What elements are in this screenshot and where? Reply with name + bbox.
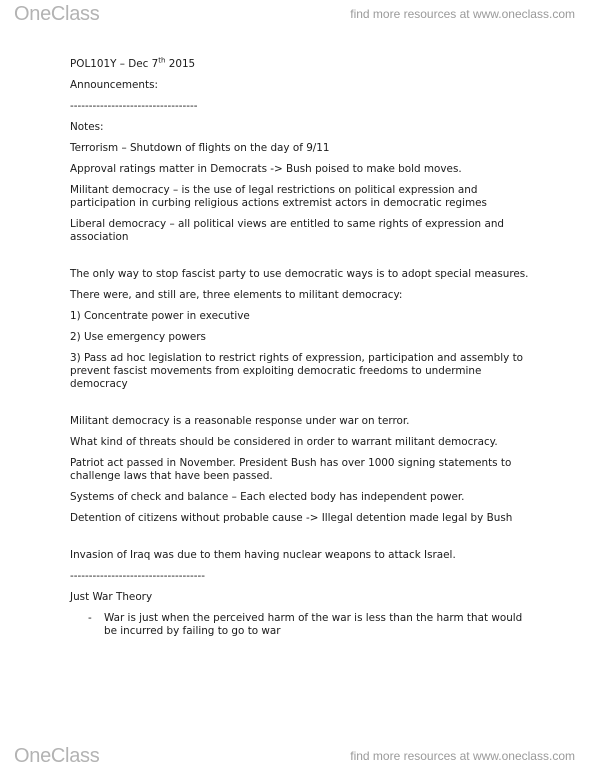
announcements-heading: Announcements: (70, 79, 159, 91)
notes-heading: Notes: (70, 121, 104, 133)
bullet-dash: - (88, 612, 92, 624)
title-superscript: th (158, 56, 166, 65)
logo-text-one: One (14, 745, 51, 767)
note-line: Detention of citizens without probable cause -> Illegal detention made legal by Bush (70, 512, 513, 524)
title-year: 2015 (165, 58, 196, 70)
document-body (70, 58, 530, 638)
list-item: 1) Concentrate power in executive (70, 310, 250, 322)
bullet-text: War is just when the perceived harm of the war is less than the harm that would be incurred by failing to go to war (104, 612, 523, 637)
note-line: Liberal democracy – all political views are entitled to same rights of expression and association (70, 218, 504, 243)
oneclass-logo-footer[interactable] (14, 745, 99, 768)
bullet-item (88, 612, 530, 638)
note-line: Patriot act passed in November. President Bush has over 1000 signing statements to challenge laws that have been passed. (70, 457, 512, 482)
note-line: Militant democracy – is the use of legal restrictions on political expression and participation in curbing religious actions extremist actors in democratic regimes (70, 184, 487, 209)
note-line: What kind of threats should be considered in order to warrant militant democracy. (70, 436, 498, 448)
doc-title (70, 58, 530, 71)
list-item: 3) Pass ad hoc legislation to restrict rights of expression, participation and assembly to prevent fascist movements from exploiting democratic freedoms to undermine democracy (70, 352, 524, 390)
page-footer (0, 742, 595, 770)
logo-text-class: Class (50, 3, 100, 25)
list-item: 2) Use emergency powers (70, 331, 206, 343)
divider-1: ---------------------------------- (70, 100, 198, 112)
logo-text-class: Class (50, 745, 100, 767)
divider-2: ------------------------------------ (70, 570, 205, 582)
note-line: Militant democracy is a reasonable response under war on terror. (70, 415, 410, 427)
note-line: The only way to stop fascist party to use democratic ways is to adopt special measures. (70, 268, 529, 280)
note-line: Terrorism – Shutdown of flights on the day of 9/11 (70, 142, 330, 154)
oneclass-logo[interactable] (14, 3, 99, 26)
header-resources-link[interactable]: find more resources at www.oneclass.com (350, 7, 575, 21)
page-header (0, 0, 595, 28)
footer-resources-link[interactable]: find more resources at www.oneclass.com (350, 749, 575, 763)
title-main: POL101Y – Dec 7 (70, 58, 159, 70)
note-line: There were, and still are, three elements to militant democracy: (70, 289, 403, 301)
note-line: Systems of check and balance – Each elected body has independent power. (70, 491, 465, 503)
just-war-heading: Just War Theory (70, 591, 153, 603)
note-line: Invasion of Iraq was due to them having nuclear weapons to attack Israel. (70, 549, 456, 561)
logo-text-one: One (14, 3, 51, 25)
note-line: Approval ratings matter in Democrats -> Bush poised to make bold moves. (70, 163, 462, 175)
